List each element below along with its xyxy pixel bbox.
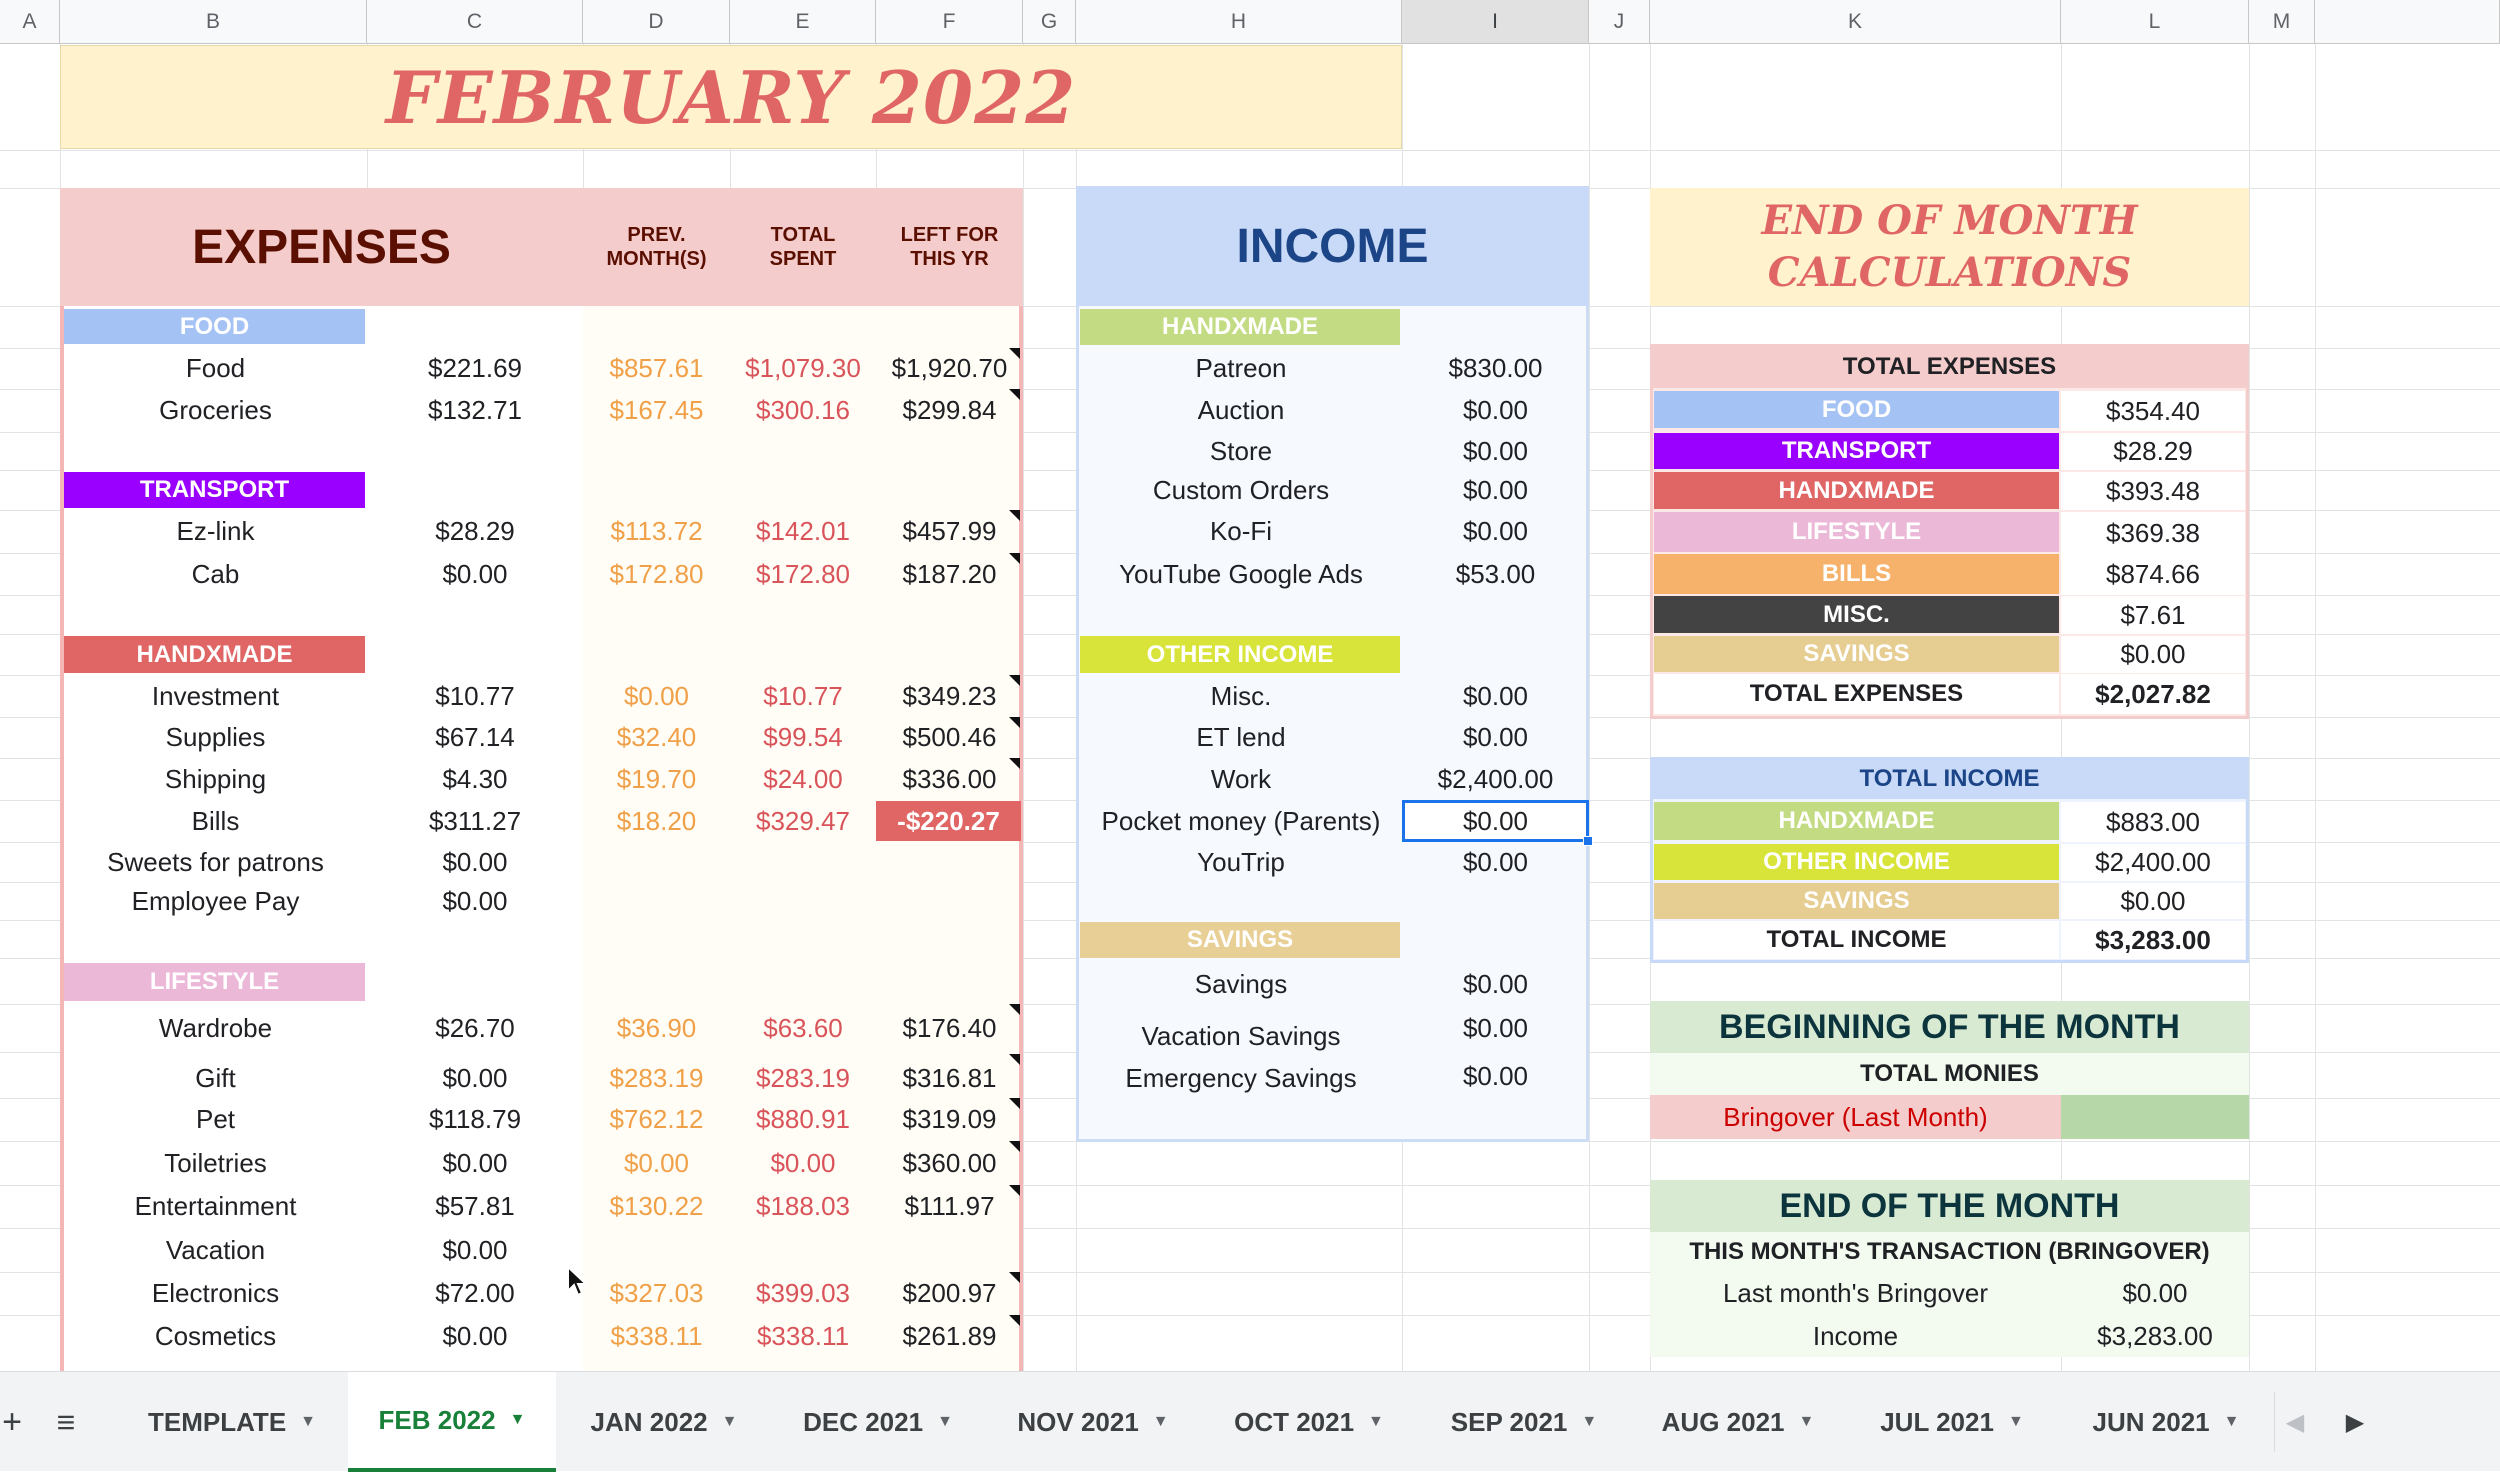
sheet-tab-jul-2021[interactable]: [1846, 1372, 2058, 1472]
expense-row-left: $176.40: [902, 1012, 997, 1043]
expenses-col-total: TOTAL SPENT: [769, 224, 837, 270]
expense-row-amount[interactable]: $0.00: [442, 558, 508, 589]
income-row-amount[interactable]: $0.00: [1462, 516, 1529, 546]
sheet-tab-sep-2021[interactable]: [1418, 1372, 1630, 1472]
expense-row-prev: $857.61: [609, 353, 704, 383]
income-group-other: OTHER INCOME: [1080, 636, 1400, 673]
expense-row-prev: $18.20: [616, 805, 697, 836]
expense-row-amount[interactable]: $0.00: [442, 1234, 508, 1265]
sheet-tab-label: JUL 2021: [1880, 1406, 1994, 1437]
bringover-value[interactable]: [2061, 1095, 2249, 1139]
end-row-value: $3,283.00: [2061, 1315, 2249, 1357]
expense-row-total: $329.47: [756, 805, 850, 836]
income-row-label: Pocket money (Parents): [1101, 805, 1381, 836]
cell-note-marker: [1009, 1054, 1020, 1065]
cell-note-marker: [1009, 717, 1020, 728]
total-expenses-misc-value: $7.61: [2061, 596, 2245, 634]
sheet-tab-feb-2022[interactable]: [348, 1372, 556, 1472]
total-income-handxmade-label: HANDXMADE: [1654, 802, 2059, 840]
expense-row-amount[interactable]: $221.69: [428, 353, 522, 383]
column-header-blank: [2315, 0, 2500, 44]
column-header-e[interactable]: E: [730, 0, 876, 44]
expense-row-left: $187.20: [902, 558, 997, 589]
expense-row-label: Employee Pay: [131, 885, 300, 916]
income-row-amount[interactable]: $0.00: [1462, 722, 1529, 752]
expense-row-label: Groceries: [159, 395, 272, 425]
column-header-h[interactable]: H: [1076, 0, 1402, 44]
total-expenses-lifestyle-value: $369.38: [2061, 512, 2245, 554]
expense-row-amount[interactable]: $4.30: [442, 763, 508, 794]
total-expenses-bills-label: BILLS: [1654, 554, 2059, 594]
income-row-amount[interactable]: $2,400.00: [1437, 763, 1554, 794]
gridline: [1589, 44, 1590, 1371]
cell-note-marker: [1009, 1315, 1020, 1326]
expense-row-left: $349.23: [902, 680, 997, 711]
total-income-total-label: TOTAL INCOME: [1654, 921, 2059, 959]
income-row-label: Savings: [1194, 968, 1288, 999]
expense-row-left: $316.81: [902, 1062, 997, 1093]
expense-row-amount[interactable]: $311.27: [428, 805, 522, 836]
chevron-down-icon[interactable]: ▼: [300, 1413, 317, 1430]
expense-row-amount[interactable]: $67.14: [435, 722, 515, 752]
expense-row-amount[interactable]: $72.00: [435, 1278, 515, 1308]
expense-row-label: Supplies: [165, 722, 266, 752]
end-of-month-title: END OF THE MONTH: [1650, 1180, 2249, 1232]
chevron-down-icon[interactable]: ▼: [1581, 1413, 1598, 1430]
expense-row-label: Shipping: [164, 763, 267, 794]
total-expenses-food-label: FOOD: [1654, 391, 2059, 428]
total-income-savings-value: $0.00: [2061, 883, 2245, 919]
eom-heading-line2: CALCULATIONS: [1767, 249, 2132, 296]
expense-row-prev: $338.11: [610, 1320, 703, 1351]
expense-row-label: Sweets for patrons: [107, 846, 324, 877]
income-row-amount[interactable]: $0.00: [1462, 968, 1529, 999]
expense-row-total: $188.03: [756, 1191, 850, 1221]
income-row-label: YouTube Google Ads: [1119, 558, 1363, 589]
page-title: FEBRUARY 2022: [385, 54, 1077, 140]
gridline: [2315, 44, 2316, 1371]
expense-row-left: $319.09: [902, 1104, 997, 1134]
all-sheets-menu-icon[interactable]: ≡: [56, 1403, 76, 1440]
income-group-handxmade: HANDXMADE: [1080, 309, 1400, 345]
expense-row-total: $300.16: [756, 395, 850, 425]
sheet-tab-label: TEMPLATE: [147, 1406, 287, 1437]
sheet-tab-aug-2021[interactable]: [1632, 1372, 1844, 1472]
cell-note-marker: [1009, 1004, 1020, 1015]
income-row-amount[interactable]: $53.00: [1455, 558, 1536, 589]
expense-row-amount[interactable]: $0.00: [442, 885, 508, 916]
chevron-down-icon[interactable]: ▼: [1368, 1413, 1384, 1430]
expense-row-label: Entertainment: [134, 1191, 297, 1221]
total-expenses-bills-value: $874.66: [2061, 554, 2245, 595]
expenses-col-prev: PREV. MONTH(S): [606, 224, 707, 270]
total-income-savings-label: SAVINGS: [1654, 883, 2059, 919]
expense-row-prev: $167.45: [609, 395, 704, 425]
cell-note-marker: [1009, 348, 1020, 359]
total-expenses-total-label: TOTAL EXPENSES: [1654, 674, 2059, 714]
gridline: [0, 150, 2500, 151]
total-income-other-label: OTHER INCOME: [1654, 844, 2059, 880]
sheet-tab-bar: [0, 1371, 2500, 1471]
total-expenses-lifestyle-label: LIFESTYLE: [1654, 512, 2059, 552]
expense-row-prev: $762.12: [609, 1104, 704, 1134]
chevron-down-icon[interactable]: ▼: [2007, 1413, 2024, 1430]
expense-row-label: Cosmetics: [154, 1320, 277, 1351]
mouse-cursor-icon: [566, 1265, 588, 1297]
sheet-tab-label: NOV 2021: [1017, 1406, 1139, 1437]
add-sheet-icon[interactable]: +: [2, 1402, 22, 1441]
expense-row-prev: $19.70: [616, 763, 697, 794]
sheet-tab-label: JUN 2021: [2092, 1406, 2210, 1437]
expense-row-label: Electronics: [151, 1278, 280, 1308]
expense-row-total: $10.77: [763, 680, 843, 711]
expense-row-label: Toiletries: [164, 1147, 267, 1178]
income-row-label: Vacation Savings: [1141, 1020, 1341, 1051]
expense-row-left-negative: -$220.27: [876, 801, 1021, 841]
income-row-label: YouTrip: [1197, 846, 1285, 877]
total-expenses-food-value: $354.40: [2061, 391, 2245, 431]
cell-note-marker: [1009, 1098, 1020, 1109]
chevron-down-icon[interactable]: ▼: [937, 1413, 953, 1430]
income-heading: INCOME: [1236, 219, 1429, 273]
sheet-tab-nov-2021[interactable]: [986, 1372, 1200, 1472]
expense-row-left: $299.84: [902, 395, 997, 425]
expense-row-label: Ez-link: [176, 516, 255, 546]
column-header-b[interactable]: B: [60, 0, 367, 44]
expense-group-food: FOOD: [64, 309, 365, 344]
expense-row-amount[interactable]: $26.70: [435, 1012, 515, 1043]
expense-row-prev: $0.00: [623, 680, 690, 711]
income-row-label: Custom Orders: [1152, 474, 1330, 505]
expense-row-total: $338.11: [756, 1320, 850, 1351]
column-header-m[interactable]: M: [2249, 0, 2315, 44]
end-row-value: $0.00: [2061, 1272, 2249, 1315]
expense-row-left: $261.89: [902, 1320, 997, 1351]
expense-row-amount[interactable]: $0.00: [442, 1320, 508, 1351]
cell-note-marker: [1009, 1185, 1020, 1196]
income-row-amount[interactable]: $0.00: [1462, 474, 1529, 505]
gridline: [2249, 44, 2250, 1371]
expense-row-label: Food: [185, 353, 246, 383]
column-header-j[interactable]: J: [1589, 0, 1650, 44]
expense-row-left: $111.97: [904, 1191, 995, 1221]
expense-row-total: $24.00: [763, 763, 843, 794]
sheet-tab-template[interactable]: [118, 1372, 346, 1472]
sheet-tab-label: JAN 2022: [590, 1406, 708, 1437]
expense-row-total: $1,079.30: [745, 353, 861, 383]
expense-row-amount[interactable]: $0.00: [442, 1062, 508, 1093]
expense-row-total: $63.60: [763, 1012, 843, 1043]
expense-group-transport: TRANSPORT: [64, 472, 365, 508]
column-header-i[interactable]: I: [1402, 0, 1589, 44]
cell-note-marker: [1009, 758, 1020, 769]
income-row-label: Ko-Fi: [1209, 516, 1273, 546]
cell-note-marker: [1009, 1141, 1020, 1152]
expense-row-total: $142.01: [756, 516, 850, 546]
gridline: [1023, 44, 1024, 1371]
expense-row-amount[interactable]: $28.29: [435, 516, 515, 546]
expense-row-total: $0.00: [770, 1147, 836, 1178]
expense-row-label: Cab: [191, 558, 240, 589]
scroll-tabs-right-icon[interactable]: ▶: [2345, 1408, 2365, 1436]
expense-row-amount[interactable]: $0.00: [442, 1147, 508, 1178]
expense-row-amount[interactable]: $57.81: [435, 1191, 515, 1221]
expense-row-label: Pet: [195, 1104, 236, 1134]
expenses-col-left: LEFT FOR THIS YR: [900, 224, 999, 270]
total-income-handxmade-value: $883.00: [2061, 802, 2245, 842]
expense-row-amount[interactable]: $118.79: [428, 1104, 522, 1134]
total-income-total-value: $3,283.00: [2061, 921, 2245, 959]
income-row-amount[interactable]: $0.00: [1462, 846, 1529, 877]
expense-group-lifestyle: LIFESTYLE: [64, 963, 365, 1001]
income-row-amount[interactable]: $830.00: [1448, 353, 1543, 383]
expense-row-prev: $283.19: [609, 1062, 704, 1093]
income-row-label: ET lend: [1196, 722, 1286, 752]
total-expenses-savings-label: SAVINGS: [1654, 636, 2059, 672]
column-header-d[interactable]: D: [583, 0, 730, 44]
beginning-of-month-title: BEGINNING OF THE MONTH: [1650, 1001, 2249, 1053]
cell-note-marker: [1009, 1272, 1020, 1283]
cell-note-marker: [1009, 510, 1020, 521]
sheet-tab-jan-2022[interactable]: [558, 1372, 770, 1472]
expense-row-left: $500.46: [902, 722, 997, 752]
expense-row-label: Gift: [195, 1062, 236, 1093]
sheet-tab-dec-2021[interactable]: [772, 1372, 984, 1472]
end-row-label: Last month's Bringover: [1650, 1272, 2061, 1315]
expense-row-total: $283.19: [756, 1062, 850, 1093]
expense-row-prev: $130.22: [609, 1191, 704, 1221]
expense-row-total: $399.03: [756, 1278, 850, 1308]
column-header-a[interactable]: A: [0, 0, 60, 44]
expense-group-handxmade: HANDXMADE: [64, 636, 365, 673]
total-expenses-total-value: $2,027.82: [2061, 674, 2245, 714]
sheet-tab-oct-2021[interactable]: [1202, 1372, 1416, 1472]
expense-row-label: Wardrobe: [158, 1012, 273, 1043]
income-row-label: Work: [1210, 763, 1272, 794]
cell-note-marker: [1009, 389, 1020, 400]
total-income-other-value: $2,400.00: [2061, 844, 2245, 881]
total-expenses-savings-value: $0.00: [2061, 636, 2245, 673]
sheet-tab-label: FEB 2022: [378, 1404, 496, 1435]
income-row-label: Emergency Savings: [1125, 1062, 1357, 1093]
chevron-down-icon[interactable]: ▼: [721, 1413, 738, 1430]
bringover-label: Bringover (Last Month): [1650, 1095, 2061, 1139]
income-row-amount[interactable]: $0.00: [1462, 680, 1529, 711]
total-expenses-handxmade-label: HANDXMADE: [1654, 472, 2059, 509]
income-row-label: Store: [1209, 435, 1273, 466]
sheet-tab-label: SEP 2021: [1450, 1406, 1568, 1437]
income-row-amount[interactable]: $0.00: [1462, 395, 1529, 425]
expense-row-prev: $172.80: [609, 558, 704, 589]
income-row-amount[interactable]: $0.00: [1462, 435, 1529, 466]
income-row-label: Patreon: [1195, 353, 1287, 383]
cell-note-marker: [1009, 675, 1020, 686]
expense-row-left: $200.97: [902, 1278, 997, 1308]
income-row-amount[interactable]: $0.00: [1462, 1012, 1529, 1043]
expense-row-amount[interactable]: $10.77: [435, 680, 515, 711]
chevron-down-icon[interactable]: ▼: [2223, 1413, 2240, 1430]
expense-row-left: $336.00: [902, 763, 997, 794]
expense-row-total: $172.80: [756, 558, 850, 589]
sheet-tab-label: DEC 2021: [803, 1406, 924, 1437]
sheet-tab-jun-2021[interactable]: [2060, 1372, 2272, 1472]
column-header-k[interactable]: K: [1650, 0, 2061, 44]
expense-row-label: Investment: [151, 680, 280, 711]
expense-row-left: $360.00: [902, 1147, 997, 1178]
income-row-amount[interactable]: $0.00: [1462, 1060, 1529, 1091]
expense-row-prev: $327.03: [609, 1278, 704, 1308]
expense-row-total: $880.91: [756, 1104, 850, 1134]
chevron-down-icon[interactable]: ▼: [509, 1411, 526, 1428]
sheet-tab-label: OCT 2021: [1234, 1406, 1355, 1437]
expense-row-left: $1,920.70: [891, 353, 1008, 383]
expense-row-label: Vacation: [165, 1234, 266, 1265]
end-row-label: Income: [1650, 1315, 2061, 1357]
sheet-tab-label: AUG 2021: [1661, 1406, 1785, 1437]
total-expenses-transport-value: $28.29: [2061, 433, 2245, 470]
eom-heading-line1: END OF MONTH: [1761, 197, 2138, 244]
beginning-total-monies: TOTAL MONIES: [1650, 1053, 2249, 1095]
total-expenses-title: TOTAL EXPENSES: [1650, 346, 2249, 388]
column-header-f[interactable]: F: [876, 0, 1023, 44]
total-expenses-transport-label: TRANSPORT: [1654, 433, 2059, 469]
expense-row-prev: $32.40: [616, 722, 697, 752]
chevron-down-icon[interactable]: ▼: [1152, 1413, 1169, 1430]
total-expenses-handxmade-value: $393.48: [2061, 472, 2245, 510]
cell-note-marker: [1009, 553, 1020, 564]
selected-cell-income-amount[interactable]: $0.00: [1402, 800, 1589, 842]
total-income-title: TOTAL INCOME: [1650, 759, 2249, 799]
expenses-heading: EXPENSES: [192, 220, 451, 274]
income-row-label: Misc.: [1210, 680, 1272, 711]
column-header-c[interactable]: C: [367, 0, 583, 44]
expense-row-label: Bills: [191, 805, 240, 836]
scroll-tabs-left-icon[interactable]: ◀: [2285, 1408, 2305, 1436]
expense-row-prev: $36.90: [616, 1012, 697, 1043]
expense-row-prev: $113.72: [610, 516, 703, 546]
income-group-savings: SAVINGS: [1080, 922, 1400, 958]
eom-heading: [1650, 188, 2249, 306]
expense-row-left: $457.99: [902, 516, 997, 546]
expense-row-amount[interactable]: $132.71: [428, 395, 522, 425]
expense-row-total: $99.54: [763, 722, 843, 752]
income-row-label: Auction: [1197, 395, 1285, 425]
end-transaction-subtitle: THIS MONTH'S TRANSACTION (BRINGOVER): [1650, 1232, 2249, 1272]
column-header-g[interactable]: G: [1023, 0, 1076, 44]
chevron-down-icon[interactable]: ▼: [1798, 1413, 1815, 1430]
expense-row-prev: $0.00: [623, 1147, 690, 1178]
column-header-l[interactable]: L: [2061, 0, 2249, 44]
total-expenses-misc-label: MISC.: [1654, 596, 2059, 633]
expense-row-amount[interactable]: $0.00: [442, 846, 508, 877]
